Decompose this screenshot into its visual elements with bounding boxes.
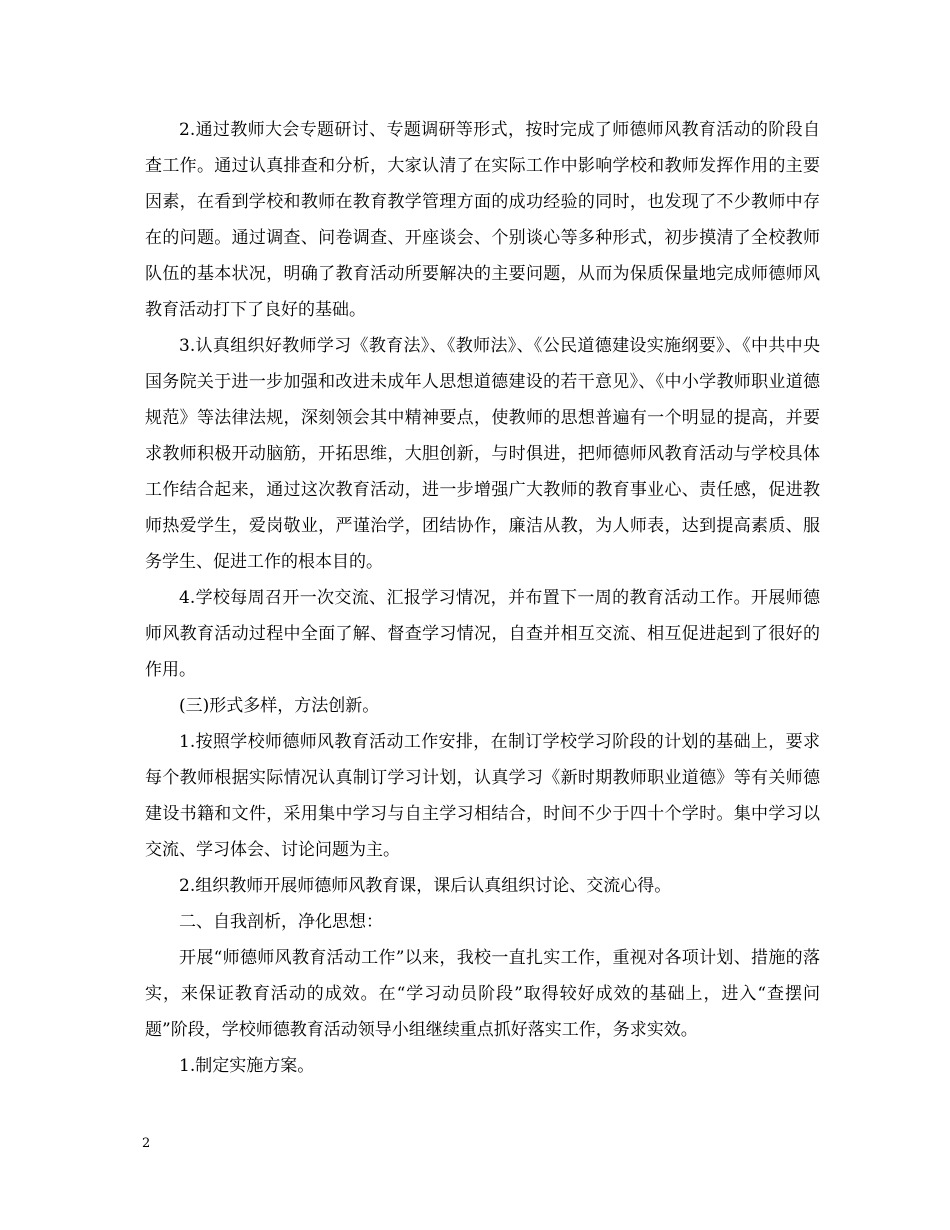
paragraph: 2.通过教师大会专题研讨、专题调研等形式，按时完成了师德师风教育活动的阶段自查工作。通过认真排查和分析，大家认清了在实际工作中影响学校和教师发挥作用的主要因素，在看到学校和教师在教育教学管理方面的成功经验的同时，也发现了不少教师中存在的问题。通过调查、问卷调查、开座谈会、个别谈心等多种形式，初步摸清了全校教师队伍的基本状况，明确了教育活动所要解决的主要问题，从而为保质保量地完成师德师风教育活动打下了良好的基础。 xyxy=(145,120,820,320)
paragraph: 2.组织教师开展师德师风教育课，课后认真组织讨论、交流心得。 xyxy=(179,876,672,896)
paragraph: 开展“师德师风教育活动工作”以来，我校一直扎实工作，重视对各项计划、措施的落实，来保证教育活动的成效。在“学习动员阶段”取得较好成效的基础上，进入“查摆问题”阶段，学校师德教育活动领导小组继续重点抓好落实工作，务求实效。 xyxy=(145,948,820,1040)
paragraph: 4.学校每周召开一次交流、汇报学习情况，并布置下一周的教育活动工作。开展师德师风教育活动过程中全面了解、督查学习情况，自查并相互交流、相互促进起到了很好的作用。 xyxy=(145,588,820,680)
paragraph: 1.制定实施方案。 xyxy=(179,1056,315,1076)
section-heading: (三)形式多样，方法创新。 xyxy=(179,696,380,716)
document-body xyxy=(145,112,820,1084)
page-number: 2 xyxy=(142,1136,151,1151)
paragraph: 3.认真组织好教师学习《教育法》、《教师法》、《公民道德建设实施纲要》、《中共中央国务院关于进一步加强和改进未成年人思想道德建设的若干意见》、《中小学教师职业道德规范》等法律法规，深刻领会其中精神要点，使教师的思想普遍有一个明显的提高，并要求教师积极开动脑筋，开拓思维，大胆创新，与时俱进，把师德师风教育活动与学校具体工作结合起来，通过这次教育活动，进一步增强广大教师的教育事业心、责任感，促进教师热爱学生，爱岗敬业，严谨治学，团结协作，廉洁从教，为人师表，达到提高素质、服务学生、促进工作的根本目的。 xyxy=(145,336,820,572)
paragraph: 1.按照学校师德师风教育活动工作安排，在制订学校学习阶段的计划的基础上，要求每个教师根据实际情况认真制订学习计划，认真学习《新时期教师职业道德》等有关师德建设书籍和文件，采用集中学习与自主学习相结合，时间不少于四十个学时。集中学习以交流、学习体会、讨论问题为主。 xyxy=(145,732,820,860)
section-heading: 二、自我剖析，净化思想： xyxy=(179,912,383,932)
